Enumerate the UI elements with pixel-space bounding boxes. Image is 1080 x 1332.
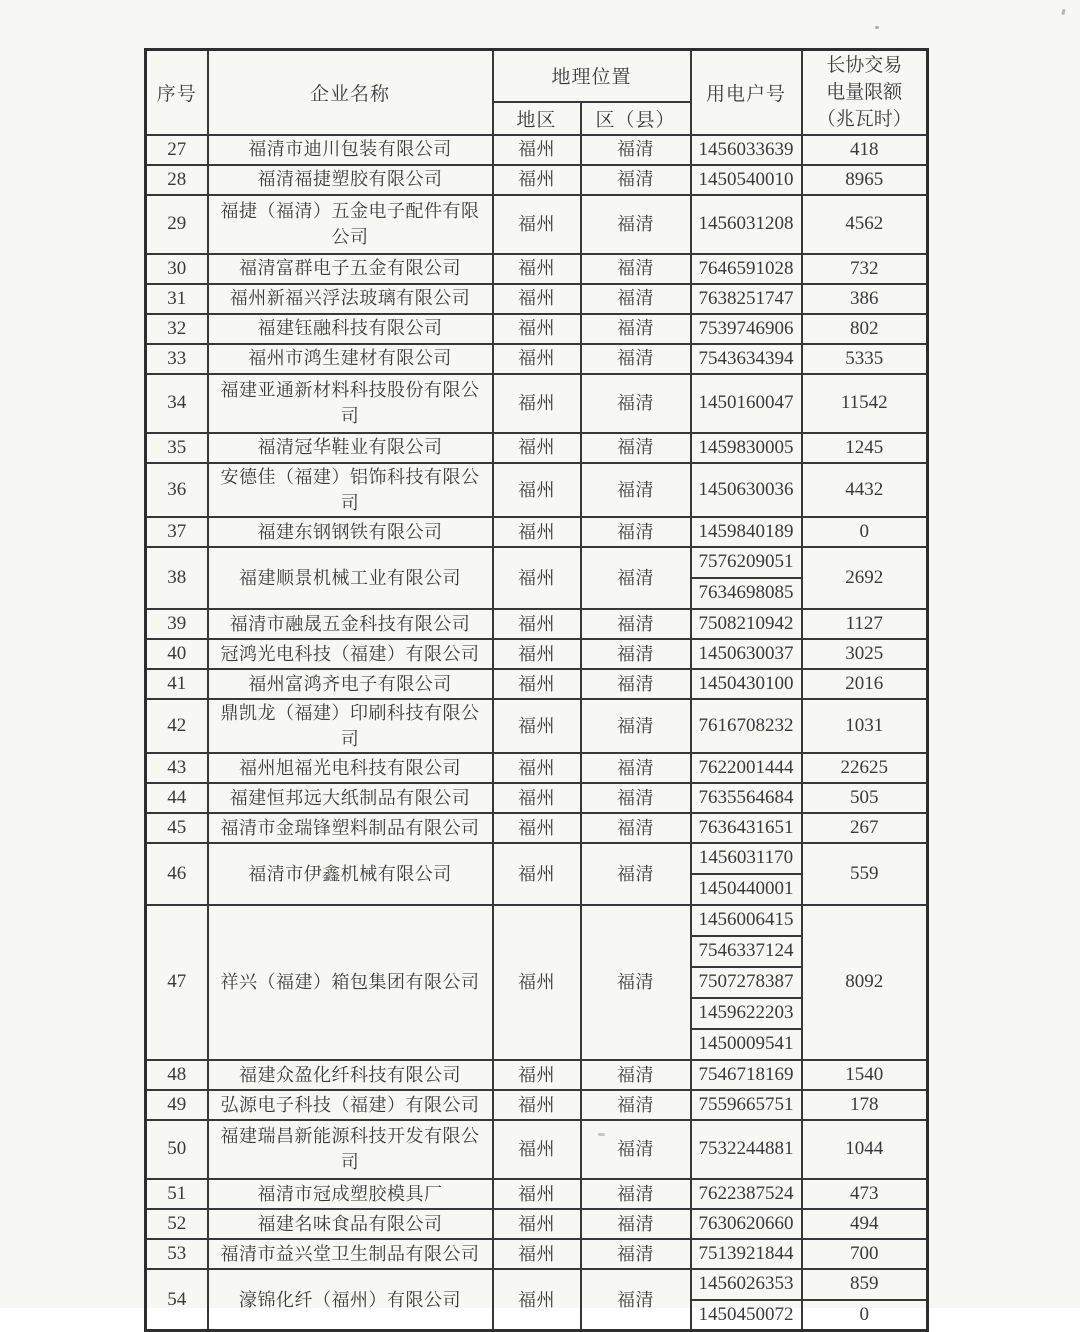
cell-company-name: 福捷（福清）五金电子配件有限公司 (208, 195, 493, 254)
table-row (146, 783, 928, 813)
cell-user-number: 1456026353 (691, 1269, 802, 1300)
cell-serial-number: 50 (146, 1120, 208, 1179)
cell-serial-number: 29 (146, 195, 208, 254)
table-row (146, 314, 928, 344)
cell-company-name: 福建恒邦远大纸制品有限公司 (208, 783, 493, 813)
cell-quota: 732 (802, 254, 928, 284)
cell-user-number: 7508210942 (691, 609, 802, 639)
table-row (146, 753, 928, 783)
cell-serial-number: 42 (146, 699, 208, 753)
header-quota-line-1: 长协交易 (826, 54, 903, 76)
cell-quota: 2692 (802, 547, 928, 609)
cell-quota: 5335 (802, 344, 928, 374)
cell-region: 福州 (493, 433, 581, 463)
header-quota (802, 50, 928, 135)
cell-quota: 418 (802, 135, 928, 165)
cell-region: 福州 (493, 783, 581, 813)
cell-user-number: 1459830005 (691, 433, 802, 463)
cell-region: 福州 (493, 699, 581, 753)
cell-quota: 559 (802, 843, 928, 905)
cell-region: 福州 (493, 165, 581, 195)
cell-user-number: 1459840189 (691, 517, 802, 547)
table-row (146, 165, 928, 195)
cell-company-name: 福清市伊鑫机械有限公司 (208, 843, 493, 905)
cell-serial-number: 51 (146, 1179, 208, 1209)
cell-serial-number: 31 (146, 284, 208, 314)
cell-county: 福清 (581, 344, 691, 374)
cell-company-name: 福建名味食品有限公司 (208, 1209, 493, 1239)
cell-county: 福清 (581, 547, 691, 609)
cell-user-number: 7559665751 (691, 1090, 802, 1120)
power-quota-table (144, 48, 929, 1332)
cell-county: 福清 (581, 433, 691, 463)
cell-region: 福州 (493, 1239, 581, 1269)
table-row (146, 1209, 928, 1239)
table-row (146, 1120, 928, 1179)
header-geographic-location: 地理位置 (493, 50, 691, 102)
cell-quota: 0 (802, 1300, 928, 1331)
cell-quota: 1031 (802, 699, 928, 753)
cell-region: 福州 (493, 195, 581, 254)
header-company-name: 企业名称 (208, 50, 493, 135)
cell-serial-number: 38 (146, 547, 208, 609)
cell-serial-number: 34 (146, 374, 208, 433)
cell-user-number: 7616708232 (691, 699, 802, 753)
cell-county: 福清 (581, 517, 691, 547)
table-row (146, 843, 928, 874)
cell-user-number: 1450630037 (691, 639, 802, 669)
cell-serial-number: 32 (146, 314, 208, 344)
cell-company-name: 福清冠华鞋业有限公司 (208, 433, 493, 463)
cell-quota: 4562 (802, 195, 928, 254)
cell-region: 福州 (493, 1179, 581, 1209)
cell-company-name: 福清市冠成塑胶模具厂 (208, 1179, 493, 1209)
cell-company-name: 福清市金瑞锋塑料制品有限公司 (208, 813, 493, 843)
cell-user-number: 1456031170 (691, 843, 802, 874)
cell-serial-number: 53 (146, 1239, 208, 1269)
cell-company-name: 福州新福兴浮法玻璃有限公司 (208, 284, 493, 314)
cell-region: 福州 (493, 463, 581, 517)
table-row (146, 374, 928, 433)
cell-quota: 8965 (802, 165, 928, 195)
cell-county: 福清 (581, 1269, 691, 1331)
cell-company-name: 福清市融晟五金科技有限公司 (208, 609, 493, 639)
cell-user-number: 1456033639 (691, 135, 802, 165)
cell-county: 福清 (581, 669, 691, 699)
cell-region: 福州 (493, 609, 581, 639)
cell-company-name: 福清市迪川包装有限公司 (208, 135, 493, 165)
cell-county: 福清 (581, 1060, 691, 1090)
cell-user-number: 7635564684 (691, 783, 802, 813)
cell-county: 福清 (581, 374, 691, 433)
table-row (146, 1269, 928, 1300)
cell-user-number: 7646591028 (691, 254, 802, 284)
cell-quota: 8092 (802, 905, 928, 1060)
cell-company-name: 祥兴（福建）箱包集团有限公司 (208, 905, 493, 1060)
table-row (146, 609, 928, 639)
table-row (146, 463, 928, 517)
cell-user-number: 1456006415 (691, 905, 802, 936)
table-row (146, 669, 928, 699)
cell-serial-number: 35 (146, 433, 208, 463)
cell-user-number: 1450630036 (691, 463, 802, 517)
cell-user-number: 1450009541 (691, 1029, 802, 1060)
table-header (146, 50, 928, 135)
header-county: 区（县） (581, 102, 691, 135)
cell-serial-number: 52 (146, 1209, 208, 1239)
cell-serial-number: 48 (146, 1060, 208, 1090)
header-quota-line-3: （兆瓦时） (816, 108, 912, 130)
cell-region: 福州 (493, 344, 581, 374)
cell-company-name: 福建众盈化纤科技有限公司 (208, 1060, 493, 1090)
cell-county: 福清 (581, 609, 691, 639)
cell-quota: 802 (802, 314, 928, 344)
cell-region: 福州 (493, 1090, 581, 1120)
cell-county: 福清 (581, 699, 691, 753)
table-row (146, 1090, 928, 1120)
cell-quota: 11542 (802, 374, 928, 433)
cell-serial-number: 41 (146, 669, 208, 699)
cell-county: 福清 (581, 1209, 691, 1239)
cell-quota: 1540 (802, 1060, 928, 1090)
cell-company-name: 弘源电子科技（福建）有限公司 (208, 1090, 493, 1120)
table-row (146, 905, 928, 936)
cell-county: 福清 (581, 753, 691, 783)
cell-county: 福清 (581, 284, 691, 314)
cell-quota: 3025 (802, 639, 928, 669)
table-row (146, 433, 928, 463)
cell-region: 福州 (493, 135, 581, 165)
cell-region: 福州 (493, 843, 581, 905)
cell-county: 福清 (581, 1090, 691, 1120)
cell-serial-number: 49 (146, 1090, 208, 1120)
cell-quota: 386 (802, 284, 928, 314)
cell-county: 福清 (581, 463, 691, 517)
cell-serial-number: 47 (146, 905, 208, 1060)
cell-serial-number: 46 (146, 843, 208, 905)
cell-serial-number: 37 (146, 517, 208, 547)
cell-quota: 1245 (802, 433, 928, 463)
cell-region: 福州 (493, 813, 581, 843)
table-row (146, 639, 928, 669)
cell-user-number: 7546718169 (691, 1060, 802, 1090)
cell-quota: 0 (802, 517, 928, 547)
cell-region: 福州 (493, 1269, 581, 1331)
cell-quota: 494 (802, 1209, 928, 1239)
cell-region: 福州 (493, 314, 581, 344)
cell-county: 福清 (581, 135, 691, 165)
cell-company-name: 冠鸿光电科技（福建）有限公司 (208, 639, 493, 669)
cell-quota: 2016 (802, 669, 928, 699)
cell-serial-number: 36 (146, 463, 208, 517)
scan-speck (875, 26, 879, 29)
cell-company-name: 福建亚通新材料科技股份有限公司 (208, 374, 493, 433)
table-row (146, 813, 928, 843)
cell-serial-number: 28 (146, 165, 208, 195)
cell-county: 福清 (581, 639, 691, 669)
cell-region: 福州 (493, 254, 581, 284)
cell-quota: 178 (802, 1090, 928, 1120)
cell-user-number: 1450160047 (691, 374, 802, 433)
cell-user-number: 7622387524 (691, 1179, 802, 1209)
cell-user-number: 7634698085 (691, 578, 802, 609)
cell-region: 福州 (493, 669, 581, 699)
cell-user-number: 7622001444 (691, 753, 802, 783)
header-quota-line-2: 电量限额 (826, 81, 903, 103)
cell-company-name: 福州富鸿齐电子有限公司 (208, 669, 493, 699)
cell-company-name: 福州市鸿生建材有限公司 (208, 344, 493, 374)
cell-serial-number: 45 (146, 813, 208, 843)
header-region: 地区 (493, 102, 581, 135)
cell-company-name: 福清富群电子五金有限公司 (208, 254, 493, 284)
table-row (146, 1179, 928, 1209)
cell-user-number: 7513921844 (691, 1239, 802, 1269)
cell-region: 福州 (493, 1120, 581, 1179)
table-row (146, 195, 928, 254)
table-row (146, 547, 928, 578)
cell-region: 福州 (493, 374, 581, 433)
cell-region: 福州 (493, 753, 581, 783)
cell-company-name: 福建钰融科技有限公司 (208, 314, 493, 344)
header-serial-number: 序号 (146, 50, 208, 135)
cell-serial-number: 40 (146, 639, 208, 669)
cell-company-name: 福清市益兴堂卫生制品有限公司 (208, 1239, 493, 1269)
cell-county: 福清 (581, 314, 691, 344)
cell-county: 福清 (581, 1120, 691, 1179)
cell-region: 福州 (493, 1060, 581, 1090)
cell-serial-number: 27 (146, 135, 208, 165)
cell-company-name: 福清福捷塑胶有限公司 (208, 165, 493, 195)
cell-serial-number: 39 (146, 609, 208, 639)
cell-county: 福清 (581, 783, 691, 813)
cell-quota: 1044 (802, 1120, 928, 1179)
cell-user-number: 1456031208 (691, 195, 802, 254)
cell-user-number: 1450440001 (691, 874, 802, 905)
cell-quota: 859 (802, 1269, 928, 1300)
cell-quota: 4432 (802, 463, 928, 517)
cell-user-number: 7630620660 (691, 1209, 802, 1239)
cell-county: 福清 (581, 1239, 691, 1269)
cell-user-number: 1450430100 (691, 669, 802, 699)
table-body (146, 135, 928, 1331)
cell-user-number: 1450540010 (691, 165, 802, 195)
table-row (146, 699, 928, 753)
cell-user-number: 7546337124 (691, 936, 802, 967)
cell-serial-number: 54 (146, 1269, 208, 1331)
cell-county: 福清 (581, 905, 691, 1060)
cell-quota: 505 (802, 783, 928, 813)
cell-user-number: 7507278387 (691, 967, 802, 998)
table-row (146, 344, 928, 374)
cell-region: 福州 (493, 547, 581, 609)
cell-region: 福州 (493, 639, 581, 669)
cell-region: 福州 (493, 1209, 581, 1239)
cell-company-name: 安德佳（福建）铝饰科技有限公司 (208, 463, 493, 517)
cell-quota: 22625 (802, 753, 928, 783)
cell-user-number: 7636431651 (691, 813, 802, 843)
cell-quota: 700 (802, 1239, 928, 1269)
header-user-number: 用电户号 (691, 50, 802, 135)
cell-quota: 1127 (802, 609, 928, 639)
table-row (146, 284, 928, 314)
cell-region: 福州 (493, 284, 581, 314)
cell-county: 福清 (581, 254, 691, 284)
cell-company-name: 鼎凯龙（福建）印刷科技有限公司 (208, 699, 493, 753)
cell-county: 福清 (581, 165, 691, 195)
table-row (146, 517, 928, 547)
cell-user-number: 1450450072 (691, 1300, 802, 1331)
cell-company-name: 福建顺景机械工业有限公司 (208, 547, 493, 609)
cell-county: 福清 (581, 813, 691, 843)
cell-serial-number: 44 (146, 783, 208, 813)
table-row (146, 1239, 928, 1269)
cell-serial-number: 30 (146, 254, 208, 284)
cell-user-number: 7638251747 (691, 284, 802, 314)
cell-company-name: 濠锦化纤（福州）有限公司 (208, 1269, 493, 1331)
cell-county: 福清 (581, 843, 691, 905)
cell-serial-number: 33 (146, 344, 208, 374)
cell-user-number: 7576209051 (691, 547, 802, 578)
cell-quota: 473 (802, 1179, 928, 1209)
table-row (146, 135, 928, 165)
cell-county: 福清 (581, 195, 691, 254)
table-row (146, 1060, 928, 1090)
scan-speck (1061, 9, 1065, 16)
cell-user-number: 1459622203 (691, 998, 802, 1029)
cell-serial-number: 43 (146, 753, 208, 783)
cell-county: 福清 (581, 1179, 691, 1209)
cell-user-number: 7539746906 (691, 314, 802, 344)
cell-company-name: 福州旭福光电科技有限公司 (208, 753, 493, 783)
cell-company-name: 福建瑞昌新能源科技开发有限公司 (208, 1120, 493, 1179)
cell-company-name: 福建东钢钢铁有限公司 (208, 517, 493, 547)
cell-user-number: 7543634394 (691, 344, 802, 374)
cell-user-number: 7532244881 (691, 1120, 802, 1179)
table-row (146, 254, 928, 284)
cell-region: 福州 (493, 905, 581, 1060)
cell-quota: 267 (802, 813, 928, 843)
cell-region: 福州 (493, 517, 581, 547)
